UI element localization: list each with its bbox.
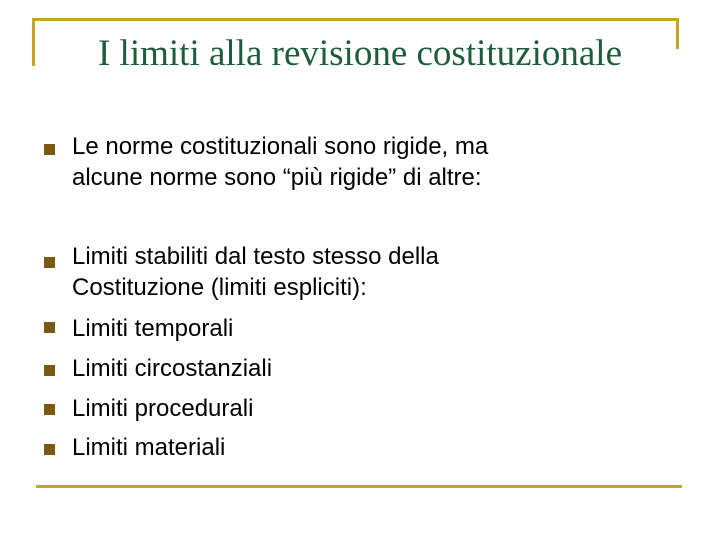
square-bullet-icon	[44, 144, 55, 155]
bullet-text-6: Limiti materiali	[72, 434, 226, 461]
bullet-text-1	[72, 131, 667, 193]
bullet-text-4: Limiti circostanziali	[72, 355, 273, 382]
bullet-text-2-line-2: Costituzione (limiti espliciti):	[72, 274, 367, 301]
bullet-text-5: Limiti procedurali	[72, 395, 254, 422]
bullet-text-2	[72, 241, 667, 303]
slide-title: I limiti alla revisione costituzionale	[97, 33, 623, 74]
square-bullet-icon	[44, 404, 55, 415]
square-bullet-icon	[44, 257, 55, 268]
bullet-text-1-line-1: Le norme costituzionali sono rigide, ma	[72, 133, 489, 160]
bullet-text-1-line-2: alcune norme sono “più rigide” di altre:	[72, 164, 482, 191]
frame-bottom-line	[36, 485, 682, 488]
square-bullet-icon	[44, 322, 55, 333]
bullet-text-3: Limiti temporali	[72, 315, 234, 342]
square-bullet-icon	[44, 365, 55, 376]
square-bullet-icon	[44, 444, 55, 455]
bullet-text-2-line-1: Limiti stabiliti dal testo stesso della	[72, 243, 439, 270]
